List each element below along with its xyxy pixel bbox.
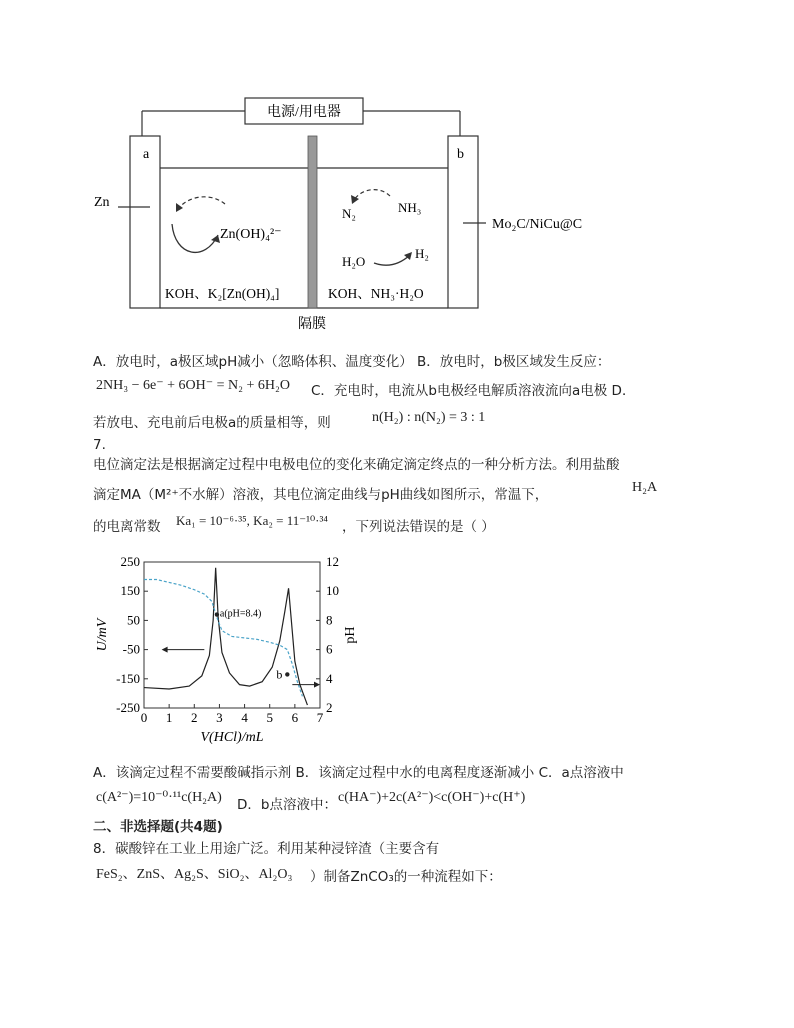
q7-options-abc: A．该滴定过程不需要酸碱指示剂 B．该滴定过程中水的电离程度逐渐减小 C．a点溶液中	[93, 765, 624, 781]
y-right-tick-label: 8	[326, 612, 333, 628]
membrane-label: 隔膜	[298, 317, 326, 332]
titration-chart	[92, 550, 382, 752]
q7-optd-label: D．b点溶液中：	[237, 797, 337, 813]
x-axis-label: V(HCl)/mL	[200, 730, 264, 745]
x-tick-label: 0	[140, 710, 148, 725]
point-b	[285, 672, 289, 676]
point-b-label: b	[276, 667, 283, 682]
q6-line1: A．放电时，a极区域pH减小（忽略体积、温度变化） B．放电时，b极区域发生反应：	[93, 354, 611, 370]
q7-stem3-rest: ，下列说法错误的是（ ）	[342, 519, 495, 535]
x-tick-label: 5	[266, 710, 273, 725]
nh3-label: NH₃	[398, 200, 422, 215]
membrane	[308, 136, 317, 308]
cell-diagram	[90, 92, 650, 342]
electrode-b-label: b	[457, 147, 464, 162]
y-left-tick-label: -250	[116, 700, 140, 715]
n2-label: N₂	[342, 206, 356, 221]
potential-curve	[144, 568, 307, 705]
electrode-a-label: a	[143, 147, 150, 162]
q7-ka-eq: Ka₁ = 10⁻⁶·³⁵, Ka₂ = 11⁻¹⁰·³⁴	[176, 513, 328, 528]
point-a	[215, 612, 219, 616]
q6-eq1: 2NH₃ − 6e⁻ + 6OH⁻ = N₂ + 6H₂O	[96, 378, 290, 393]
q7-stem3: 的电离常数	[93, 519, 161, 535]
q8-line2-rest: ）制备ZnCO₃的一种流程如下：	[310, 869, 502, 885]
y-right-tick-label: 4	[326, 670, 333, 686]
y-left-tick-label: 250	[120, 554, 140, 569]
q7-h2a: H₂A	[632, 480, 658, 495]
point-a-label: a(pH=8.4)	[219, 608, 262, 620]
q6-line2-rest: C．充电时，电流从b电极经电解质溶液流向a电极 D．	[311, 383, 636, 399]
y-left-tick-label: 150	[120, 583, 140, 599]
x-tick-label: 6	[291, 710, 299, 725]
supply-label: 电源/用电器	[267, 105, 341, 120]
zn-oh4-label: Zn(OH)₄²⁻	[220, 227, 282, 242]
left-electrolyte: KOH、K₂[Zn(OH)₄]	[165, 286, 280, 301]
q8-species: FeS₂、ZnS、Ag₂S、SiO₂、Al₂O₃	[96, 867, 293, 882]
section-2-heading: 二、非选择题(共4题)	[93, 819, 223, 835]
y-left-tick-label: 50	[127, 612, 140, 628]
y-right-tick-label: 2	[326, 700, 333, 715]
plot-frame	[144, 562, 320, 708]
x-tick-label: 4	[241, 710, 248, 725]
y-left-tick-label: -50	[122, 641, 140, 657]
y-right-tick-label: 10	[326, 583, 339, 599]
q6-line3: 若放电、充电前后电极a的质量相等，则	[93, 415, 331, 431]
q8-line1: 8．碳酸锌在工业上用途广泛。利用某种浸锌渣（主要含有	[93, 841, 440, 857]
zn-label: Zn	[94, 195, 110, 210]
q7-number: 7.	[93, 437, 106, 453]
x-tick-label: 1	[165, 710, 173, 725]
q6-eq2: n(H₂) : n(N₂) = 3 : 1	[372, 410, 486, 425]
right-material-label: Mo₂C/NiCu@C	[492, 217, 583, 232]
y-left-tick-label: -150	[116, 670, 140, 686]
q7-optd-eq: c(HA⁻)+2c(A²⁻)<c(OH⁻)+c(H⁺)	[338, 790, 526, 805]
q7-optc-eq: c(A²⁻)=10⁻⁰·¹¹c(H₂A)	[96, 790, 222, 805]
x-tick-label: 3	[216, 710, 223, 725]
y-right-axis-label: pH	[343, 626, 358, 644]
q7-stem2: 滴定MA（M²⁺不水解）溶液，其电位滴定曲线与pH曲线如图所示，常温下，	[93, 487, 549, 503]
right-axis-arrowhead	[314, 682, 320, 688]
left-axis-arrowhead	[162, 647, 168, 653]
right-electrolyte: KOH、NH₃·H₂O	[328, 286, 424, 301]
y-left-axis-label: U/mV	[95, 618, 110, 652]
y-right-tick-label: 6	[326, 641, 333, 657]
h2o-label: H₂O	[342, 254, 366, 269]
q7-stem1: 电位滴定法是根据滴定过程中电极电位的变化来确定滴定终点的一种分析方法。利用盐酸	[93, 457, 620, 473]
x-tick-label: 2	[191, 710, 198, 725]
x-tick-label: 7	[316, 710, 324, 725]
h2-label: H₂	[415, 246, 429, 261]
y-right-tick-label: 12	[326, 554, 339, 569]
